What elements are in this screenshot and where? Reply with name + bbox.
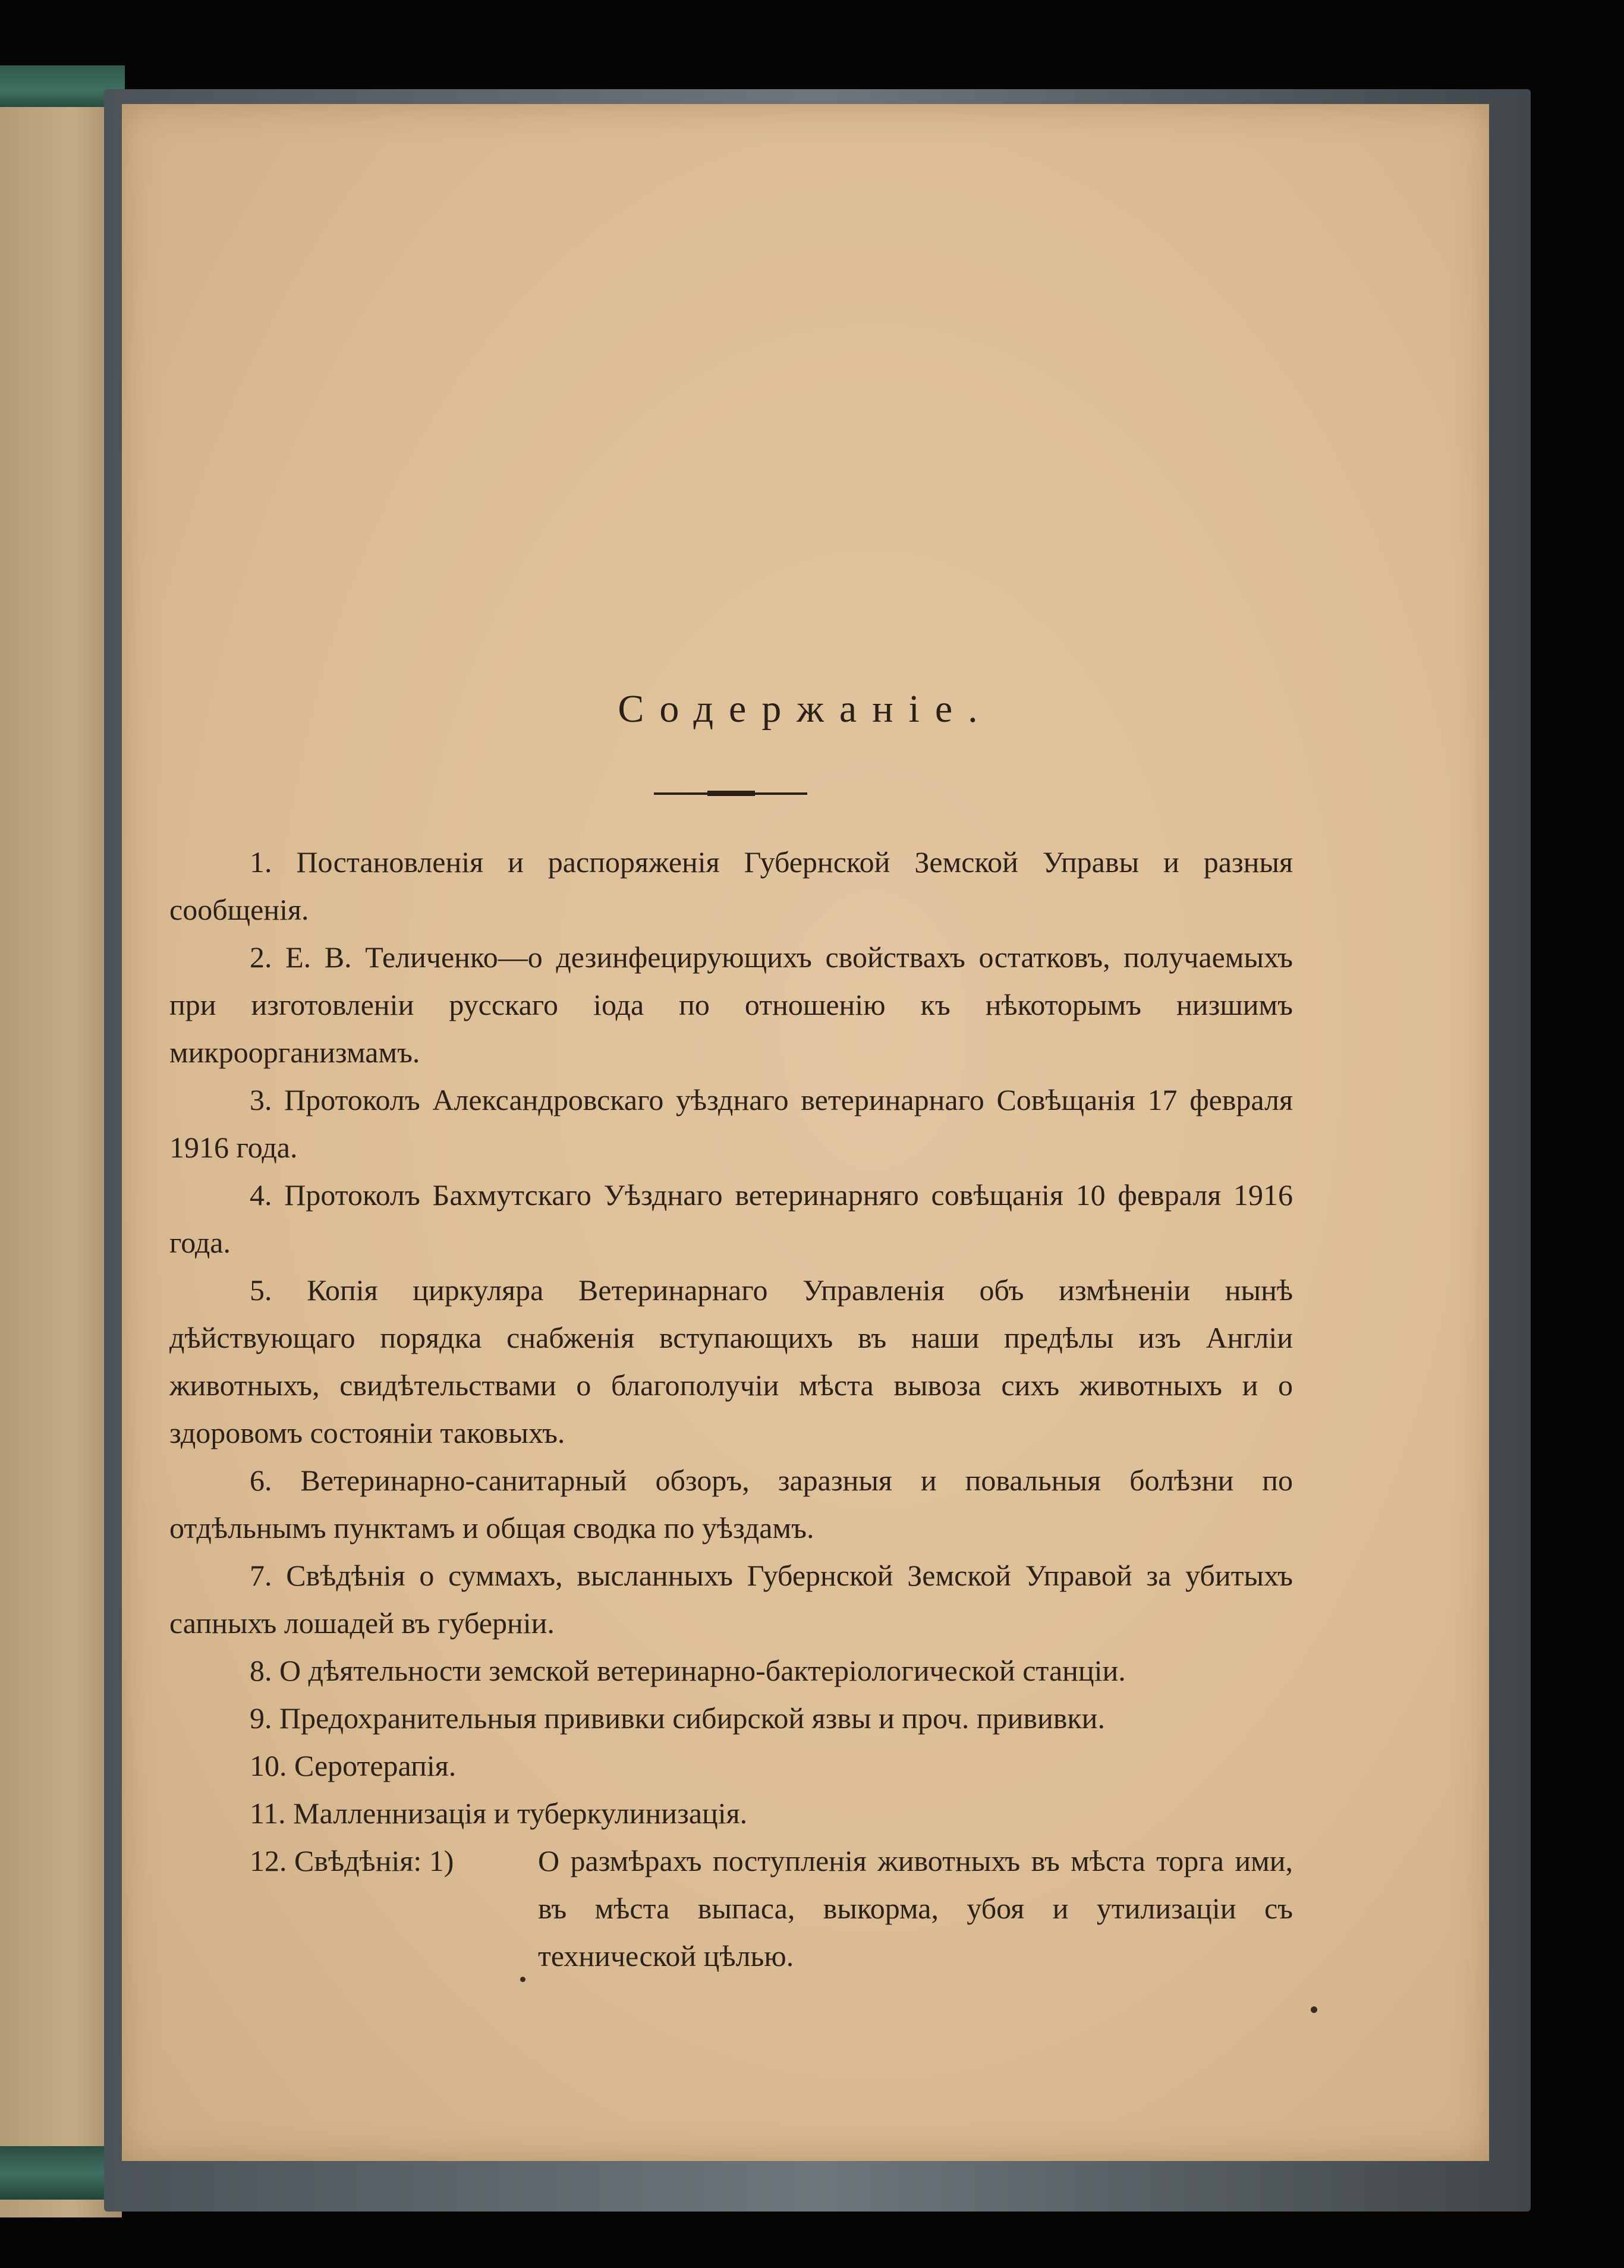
toc-item-6: 6. Ветеринарно-санитарный обзоръ, заразныя и повальныя болѣзни по отдѣльнымъ пунктамъ и общая сводка по уѣздамъ. [169, 1464, 1293, 1544]
ink-speck [1311, 2006, 1317, 2013]
toc-item-9: 9. Предохранительныя прививки сибирской язвы и проч. прививки. [250, 1701, 1105, 1735]
toc-item-11: 11. Малленнизація и туберкулинизація. [250, 1797, 748, 1830]
toc-item-5: 5. Копія циркуляра Ветеринарнаго Управленія объ измѣненіи нынѣ дѣйствующаго порядка снабженія вступающихъ въ наши предѣлы изъ Англіи животныхъ, свидѣтельствами о благополучіи мѣста вывоза сихъ животныхъ и о здоровомъ состояніи таковыхъ. [169, 1273, 1293, 1449]
book-page [122, 104, 1489, 2161]
title-divider-center [707, 791, 755, 796]
toc-item-8: 8. О дѣятельности земской ветеринарно-бактеріологической станціи. [250, 1654, 1126, 1687]
toc-item-7: 7. Свѣдѣнія о суммахъ, высланныхъ Губернской Земской Управой за убитыхъ сапныхъ лошадей въ губерніи. [169, 1559, 1293, 1640]
toc-item-4: 4. Протоколъ Бахмутскаго Уѣзднаго ветеринарняго совѣщанія 10 февраля 1916 года. [169, 1178, 1293, 1259]
toc-item-2: 2. Е. В. Теличенко—о дезинфецирующихъ свойствахъ остатковъ, получаемыхъ при изготовленіи русскаго іода по отношенію къ нѣкоторымъ низшимъ микроорганизмамъ. [169, 940, 1293, 1069]
ink-speck [520, 1977, 525, 1982]
toc-item-12-body: О размѣрахъ поступленія животныхъ въ мѣста торга ими, въ мѣста выпаса, выкорма, убоя и утилизаціи съ технической цѣлью. [538, 1844, 1293, 1973]
toc-item-12-lead: 12. Свѣдѣнія: 1) [250, 1844, 454, 1877]
toc-item-3: 3. Протоколъ Александровскаго уѣзднаго ветеринарнаго Совѣщанія 17 февраля 1916 года. [169, 1083, 1293, 1164]
table-of-contents [169, 838, 1293, 1980]
page-title: Содержанiе. [618, 687, 993, 731]
toc-item-10: 10. Серотерапія. [250, 1749, 457, 1782]
toc-item-12 [169, 1837, 1293, 1980]
toc-item-1: 1. Постановленія и распоряженія Губернской Земской Управы и разныя сообщенія. [169, 845, 1293, 926]
